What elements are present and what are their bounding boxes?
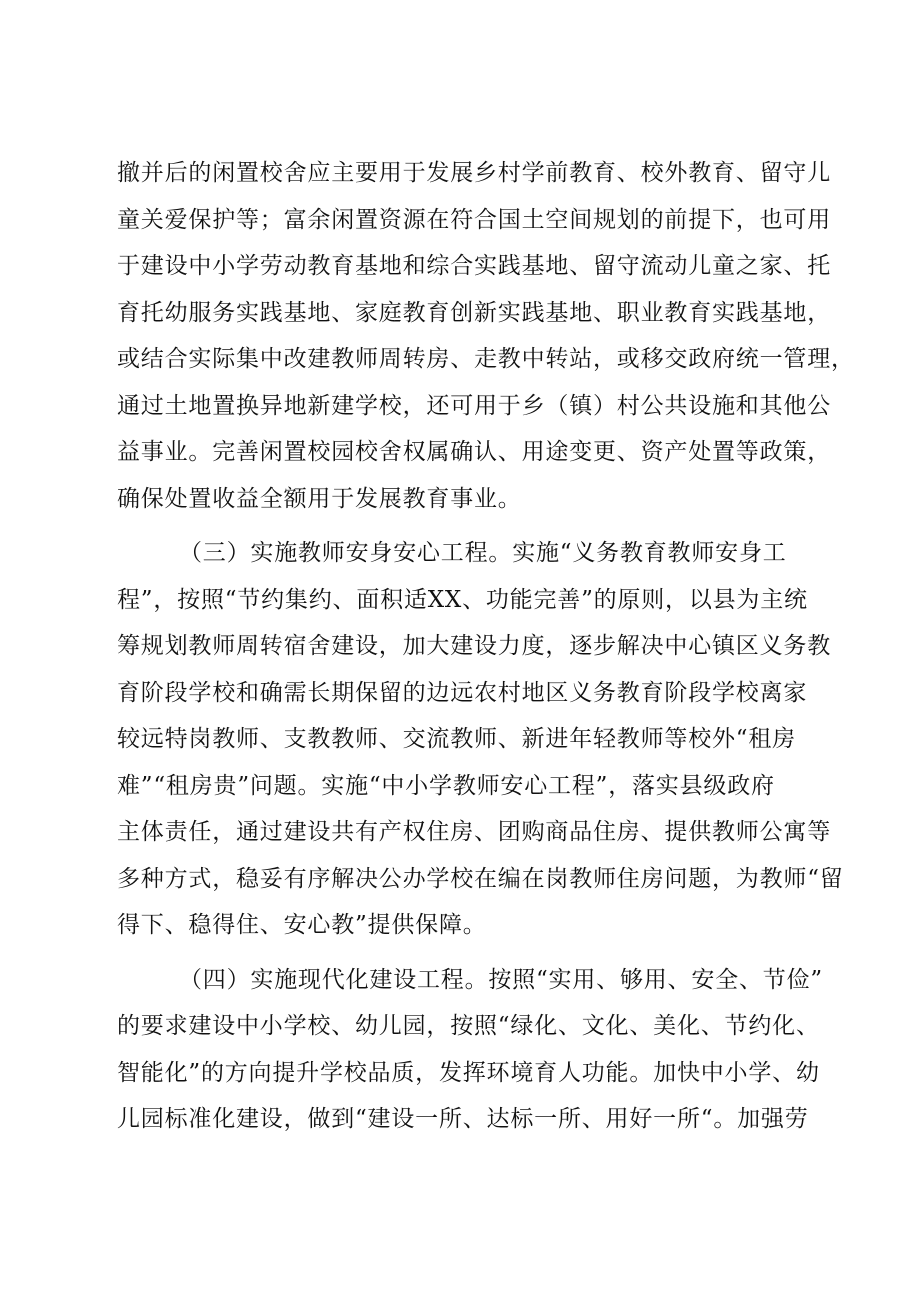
text-line: 筹规划教师周转宿舍建设，加大建设力度，逐步解决中心镇区义务教: [117, 633, 831, 659]
text-line: 确保处置收益全额用于发展教育事业。: [117, 485, 522, 512]
text-line: 多种方式，稳妥有序解决公办学校在编在岗教师住房问题，为教师“留: [117, 865, 844, 892]
text-line: 的要求建设中小学校、幼儿园，按照“绿化、文化、美化、节约化、: [117, 1013, 820, 1039]
text-line: 难”“租房贵”问题。实施“中小学教师安心工程”，落实县级政府: [117, 772, 775, 799]
text-line: 撤并后的闲置校舍应主要用于发展乡村学前教育、校外教育、留守儿: [117, 160, 831, 186]
text-line: 育托幼服务实践基地、家庭教育创新实践基地、职业教育实践基地，: [117, 299, 831, 326]
paragraph-3: [117, 957, 823, 1143]
text-line: 通过土地置换异地新建学校，还可用于乡（镇）村公共设施和其他公: [117, 392, 831, 419]
text-line: 主体责任，通过建设共有产权住房、团购商品住房、提供教师公寓等: [117, 819, 831, 845]
paragraph-gap: [117, 949, 817, 957]
text-line: 或结合实际集中改建教师周转房、走教中转站，或移交政府统一管理，: [117, 346, 855, 372]
text-line: 于建设中小学劳动教育基地和综合实践基地、留守流动儿童之家、托: [117, 253, 831, 279]
text-line: 儿园标准化建设，做到“建设一所、达标一所、用好一所“。加强劳: [117, 1106, 809, 1132]
text-line: 程”，按照“节约集约、面积适XX、功能完善”的原则，以县为主统: [117, 586, 808, 613]
paragraph-gap: [117, 522, 817, 530]
text-line: 益事业。完善闲置校园校舍权属确认、用途变更、资产处置等政策，: [117, 439, 831, 465]
paragraph-2: [117, 530, 844, 949]
paragraph-1: [117, 150, 855, 522]
text-line: 得下、稳得住、安心教”提供保障。: [117, 912, 487, 938]
text-line: 童关爱保护等；富余闲置资源在符合国土空间规划的前提下，也可用: [117, 206, 831, 233]
text-line: 育阶段学校和确需长期保留的边远农村地区义务教育阶段学校离家: [117, 679, 808, 706]
text-line: 智能化”的方向提升学校品质，发挥环境育人功能。加快中小学、幼: [117, 1059, 820, 1086]
text-line: （三）实施教师安身安心工程。实施“义务教育教师安身工: [179, 540, 787, 566]
text-line: （四）实施现代化建设工程。按照“实用、够用、安全、节俭”: [179, 966, 823, 993]
text-line: 较远特岗教师、支教教师、交流教师、新进年轻教师等校外“租房: [117, 726, 796, 752]
document-body: [117, 150, 855, 1143]
